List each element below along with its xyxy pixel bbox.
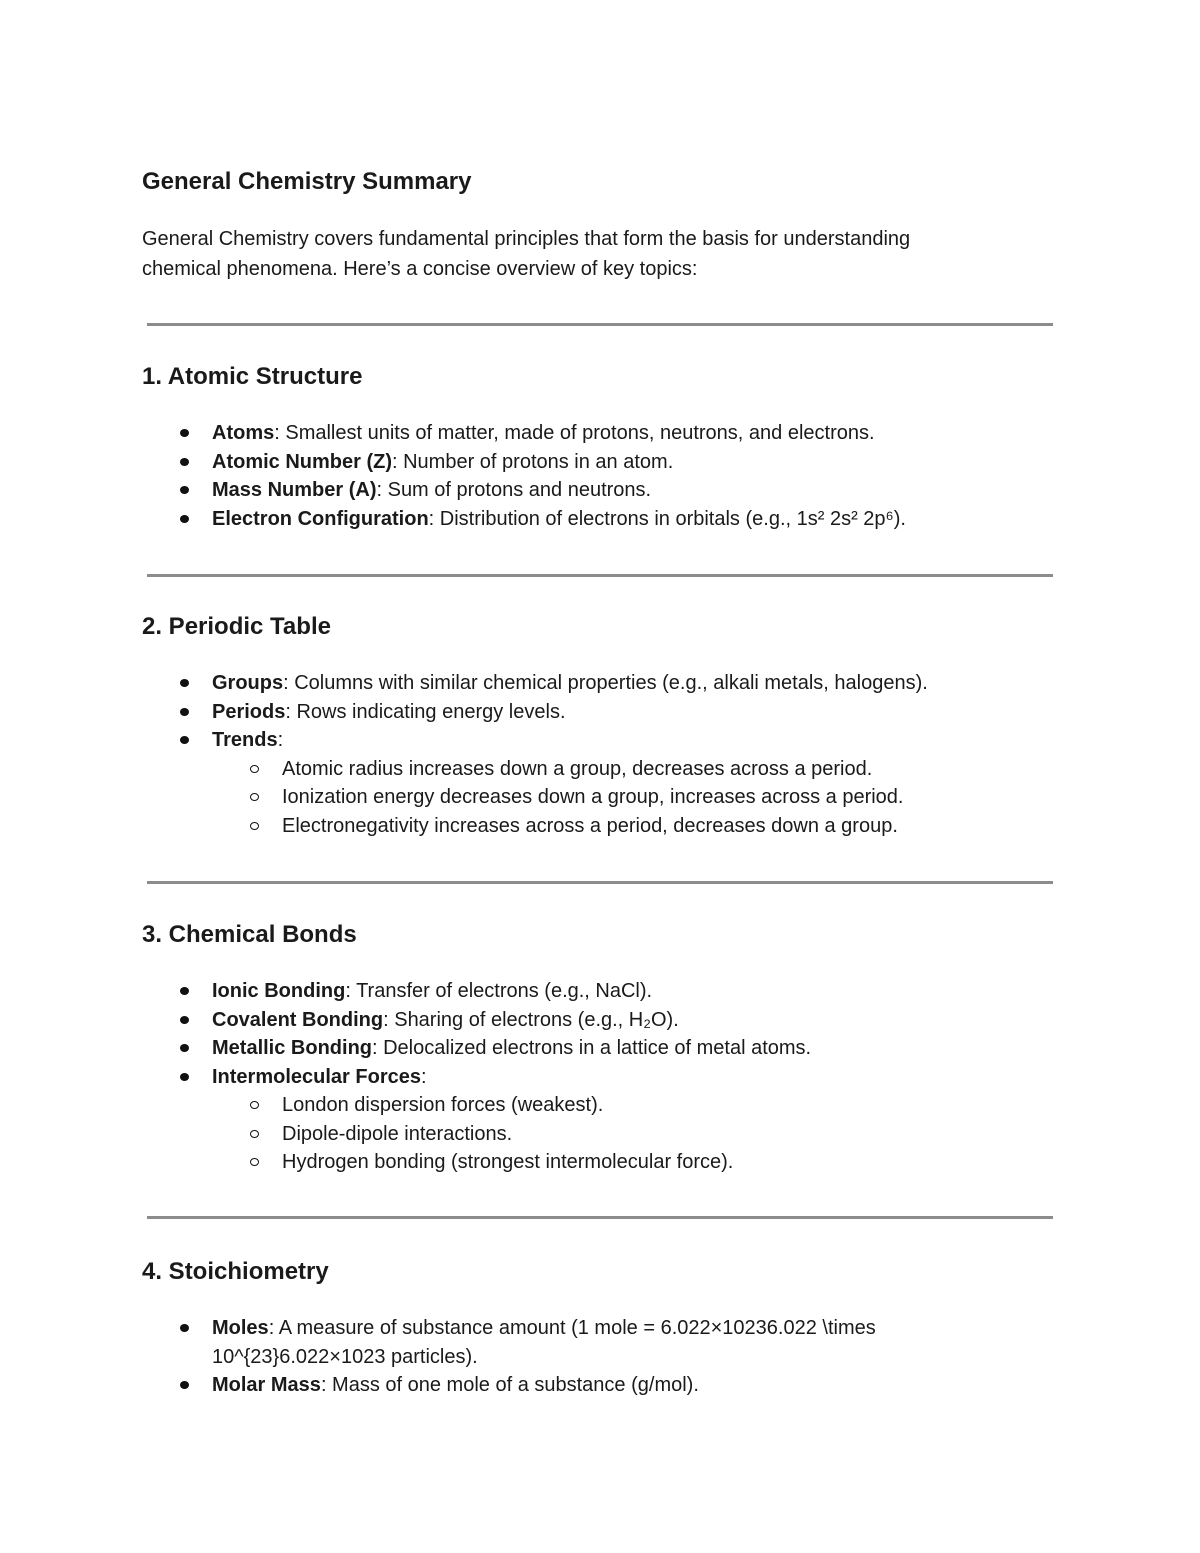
item-term: Groups [212, 672, 284, 694]
item-term: Trends [212, 729, 278, 751]
list-item [142, 1371, 1054, 1400]
bullet-icon [180, 1381, 189, 1389]
list-item [142, 698, 1054, 727]
item-term: Mass Number (A) [212, 479, 377, 501]
bullet-icon [180, 515, 189, 523]
hollow-bullet-icon [250, 1130, 259, 1138]
item-text: : Sum of protons and neutrons. [376, 479, 652, 501]
section-heading-atomic-structure: 1. Atomic Structure [142, 363, 363, 390]
hollow-bullet-icon [250, 765, 259, 773]
sub-list-item [142, 1091, 1054, 1120]
bullet-icon [180, 1044, 189, 1052]
item-text: : Sharing of electrons (e.g., H₂O). [383, 1008, 679, 1031]
item-text: : Rows indicating energy levels. [285, 700, 566, 723]
sub-list-item [142, 755, 1054, 784]
item-text: : [420, 1065, 427, 1088]
sub-list-item [142, 783, 1054, 812]
hollow-bullet-icon [250, 793, 259, 801]
stoichiometry-list [142, 1314, 1054, 1400]
sub-item-text: Dipole-dipole interactions. [282, 1122, 513, 1145]
hollow-bullet-icon [250, 1158, 259, 1166]
sub-item-text: London dispersion forces (weakest). [282, 1094, 604, 1116]
item-term: Moles [212, 1317, 269, 1339]
bullet-icon [180, 429, 189, 437]
item-term: Ionic Bonding [212, 980, 346, 1002]
sub-list-item [142, 812, 1054, 841]
sub-list-item [142, 1148, 1054, 1177]
trends-sublist [212, 755, 1054, 841]
list-item [142, 419, 1054, 448]
sub-list-item [142, 1120, 1054, 1149]
section-heading-stoichiometry: 4. Stoichiometry [142, 1258, 329, 1285]
item-text-line-2: 10^{23}6.022×1023 particles). [212, 1345, 478, 1368]
sub-item-text: Atomic radius increases down a group, decreases across a period. [282, 757, 873, 780]
bullet-icon [180, 458, 189, 466]
item-text: : Transfer of electrons (e.g., NaCl). [345, 980, 653, 1002]
atomic-structure-list [142, 419, 1054, 533]
bullet-icon [180, 1016, 189, 1024]
section-heading-chemical-bonds: 3. Chemical Bonds [142, 921, 357, 948]
bullet-icon [180, 987, 189, 995]
bullet-icon [180, 1324, 189, 1332]
horizontal-divider [147, 1216, 1053, 1219]
item-text: : Number of protons in an atom. [392, 450, 674, 473]
document-title: General Chemistry Summary [142, 168, 472, 195]
horizontal-divider [147, 881, 1053, 884]
list-item [142, 505, 1054, 534]
list-item [142, 1034, 1054, 1063]
list-item [142, 977, 1054, 1006]
sub-item-text: Electronegativity increases across a period, decreases down a group. [282, 814, 898, 837]
intro-line-1: General Chemistry covers fundamental principles that form the basis for understanding [142, 228, 911, 250]
item-text: : Delocalized electrons in a lattice of metal atoms. [372, 1037, 812, 1059]
hollow-bullet-icon [250, 1101, 259, 1109]
sub-item-text: Ionization energy decreases down a group, increases across a period. [282, 786, 904, 808]
item-term: Molar Mass [212, 1374, 321, 1396]
item-term: Atoms [212, 422, 275, 444]
chemical-bonds-list [142, 977, 1054, 1177]
bullet-icon [180, 736, 189, 744]
list-item [142, 476, 1054, 505]
intro-line-2: chemical phenomena. Here’s a concise overview of key topics: [142, 258, 698, 280]
item-term: Covalent Bonding [212, 1008, 384, 1031]
item-term: Electron Configuration [212, 507, 429, 530]
list-item [142, 1063, 1054, 1177]
bullet-icon [180, 708, 189, 716]
item-text: : Columns with similar chemical properties (e.g., alkali metals, halogens). [283, 672, 928, 694]
item-term: Periods [212, 700, 286, 723]
item-text: : Mass of one mole of a substance (g/mol). [320, 1374, 699, 1396]
item-term: Intermolecular Forces [212, 1065, 421, 1088]
intro-paragraph [142, 224, 1022, 284]
horizontal-divider [147, 323, 1053, 326]
item-term: Metallic Bonding [212, 1037, 372, 1059]
list-item [142, 1006, 1054, 1035]
item-text: : [277, 729, 284, 751]
item-text: : Distribution of electrons in orbitals (e.g., 1s² 2s² 2p⁶). [428, 507, 906, 530]
list-item [142, 1314, 1054, 1371]
item-term: Atomic Number (Z) [212, 450, 392, 473]
list-item [142, 669, 1054, 698]
sub-item-text: Hydrogen bonding (strongest intermolecular force). [282, 1151, 734, 1173]
item-text-line-1: : A measure of substance amount (1 mole = 6.022×10236.022 \times [268, 1317, 876, 1339]
intermolecular-forces-sublist [212, 1091, 1054, 1177]
bullet-icon [180, 679, 189, 687]
list-item [142, 726, 1054, 840]
hollow-bullet-icon [250, 822, 259, 830]
horizontal-divider [147, 574, 1053, 577]
section-heading-periodic-table: 2. Periodic Table [142, 613, 331, 640]
item-text: : Smallest units of matter, made of protons, neutrons, and electrons. [274, 422, 875, 444]
list-item [142, 448, 1054, 477]
bullet-icon [180, 1073, 189, 1081]
periodic-table-list [142, 669, 1054, 840]
bullet-icon [180, 486, 189, 494]
